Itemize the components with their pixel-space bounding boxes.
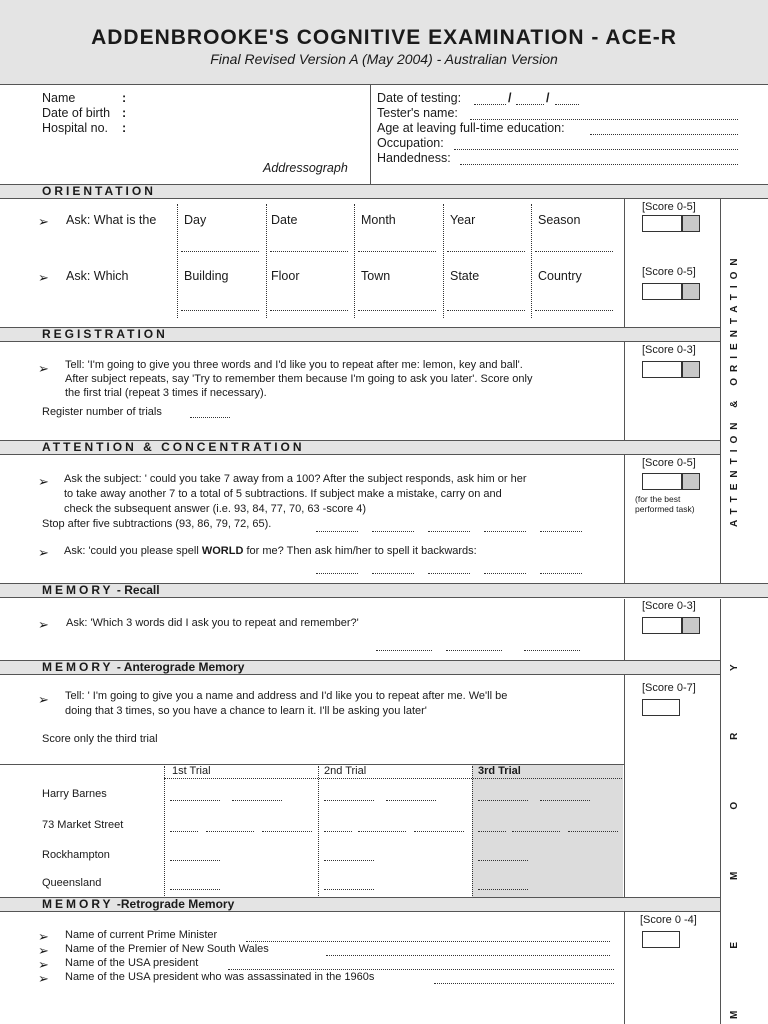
header-divider xyxy=(370,84,371,184)
registration-trials-label: Register number of trials xyxy=(42,406,162,418)
answer-field[interactable] xyxy=(484,531,526,532)
retrograde-item-3: Name of the USA president xyxy=(65,957,199,969)
occupation-label: Occupation: xyxy=(377,136,444,150)
answer-field[interactable] xyxy=(386,800,436,801)
spell-word: WORLD xyxy=(201,545,244,557)
orientation-building: Building xyxy=(184,269,229,283)
attention-note-1: (for the best xyxy=(635,494,681,504)
answer-field[interactable] xyxy=(535,251,613,252)
answer-field[interactable] xyxy=(358,310,436,311)
handedness-field[interactable] xyxy=(460,164,738,165)
answer-field[interactable] xyxy=(316,573,358,574)
tester-label: Tester's name: xyxy=(377,106,458,120)
anterograde-score-label: [Score 0-7] xyxy=(642,682,696,694)
answer-field[interactable] xyxy=(478,860,528,861)
retrograde-heading xyxy=(42,897,234,911)
orientation-day: Day xyxy=(184,213,207,227)
date-month-field[interactable] xyxy=(516,104,544,105)
answer-field[interactable] xyxy=(484,573,526,574)
address-row-2: 73 Market Street xyxy=(42,819,124,831)
trials-field[interactable] xyxy=(190,417,230,418)
answer-field[interactable] xyxy=(372,573,414,574)
recall-heading-main: MEMORY xyxy=(42,583,114,597)
arrow-icon: ➢ xyxy=(38,617,49,632)
arrow-icon: ➢ xyxy=(38,929,49,944)
orientation-month: Month xyxy=(361,213,396,227)
retrograde-score-label: [Score 0 -4] xyxy=(640,914,697,926)
attention-line-3: check the subsequent answer (i.e. 93, 84, 77, 70, 63 -score 4) xyxy=(64,503,367,515)
anterograde-heading-main: MEMORY xyxy=(42,660,114,674)
form-title: ADDENBROOKE'S COGNITIVE EXAMINATION - ACE-R xyxy=(91,26,677,49)
dob-colon: : xyxy=(122,106,127,120)
answer-field[interactable] xyxy=(372,531,414,532)
name-label: Name xyxy=(42,91,76,105)
answer-field[interactable] xyxy=(232,800,282,801)
attention-note-2: performed task) xyxy=(635,504,695,514)
trial-divider xyxy=(318,766,319,896)
trial-3-label: 3rd Trial xyxy=(478,765,521,777)
spell-post: for me? Then ask him/her to spell it backwards: xyxy=(243,545,477,557)
answer-field[interactable] xyxy=(270,310,348,311)
orientation-q1: Ask: What is the xyxy=(66,213,157,227)
trial-divider xyxy=(164,766,165,896)
trial-1-header xyxy=(172,765,211,777)
orientation-divider xyxy=(177,204,178,318)
trial-divider xyxy=(472,766,473,896)
answer-field[interactable] xyxy=(181,251,259,252)
orientation-floor: Floor xyxy=(271,269,300,283)
arrow-icon: ➢ xyxy=(38,957,49,972)
addressograph-label: Addressograph xyxy=(263,161,348,175)
recall-heading-sub: - Recall xyxy=(113,583,160,597)
answer-field[interactable] xyxy=(324,800,374,801)
registration-line-2: After subject repeats, say 'Try to remember them because I'm going to ask you later'. Score only xyxy=(65,373,533,385)
answer-field[interactable] xyxy=(428,531,470,532)
sidebar-border xyxy=(720,199,721,583)
date-sep-2: / xyxy=(546,91,550,105)
orientation-date: Date xyxy=(271,213,298,227)
score-box[interactable] xyxy=(642,473,682,490)
answer-field[interactable] xyxy=(447,310,525,311)
date-sep-1: / xyxy=(508,91,512,105)
answer-field[interactable] xyxy=(206,831,254,832)
hospital-colon: : xyxy=(122,121,127,135)
anterograde-line-1: Tell: ' I'm going to give you a name and address and I'd like you to repeat after me. We'll be xyxy=(65,690,508,702)
address-row-1: Harry Barnes xyxy=(42,788,107,800)
date-of-testing-label: Date of testing: xyxy=(377,91,462,105)
answer-field[interactable] xyxy=(428,573,470,574)
address-row-3: Rockhampton xyxy=(42,849,110,861)
score-box[interactable] xyxy=(642,931,680,948)
name-colon: : xyxy=(122,91,127,105)
trial-2-header xyxy=(324,765,366,777)
answer-field[interactable] xyxy=(228,969,614,970)
attention-line-1: Ask the subject: ' could you take 7 away from a 100? After the subject responds, ask him or her xyxy=(64,473,527,485)
recall-heading xyxy=(42,583,160,597)
sidebar-memory: MEMORY xyxy=(729,602,740,1019)
registration-line-1: Tell: 'I'm going to give you three words and I'd like you to repeat after me: lemon, key and ball'. xyxy=(65,359,523,371)
answer-field[interactable] xyxy=(324,889,374,890)
score-box[interactable] xyxy=(642,283,682,300)
answer-field[interactable] xyxy=(326,955,610,956)
answer-field[interactable] xyxy=(324,860,374,861)
answer-field[interactable] xyxy=(540,800,590,801)
orientation-divider xyxy=(531,204,532,318)
anterograde-third-trial: Score only the third trial xyxy=(42,733,158,745)
answer-field[interactable] xyxy=(535,310,613,311)
recall-question: Ask: 'Which 3 words did I ask you to repeat and remember?' xyxy=(66,617,359,629)
orientation-state: State xyxy=(450,269,480,283)
retrograde-item-1: Name of current Prime Minister xyxy=(65,929,218,941)
registration-heading: REGISTRATION xyxy=(42,327,168,341)
answer-field[interactable] xyxy=(434,983,614,984)
address-row-4: Queensland xyxy=(42,877,102,889)
orientation-score-label-2: [Score 0-5] xyxy=(642,266,696,278)
orientation-heading: ORIENTATION xyxy=(42,184,156,198)
attention-line-2: to take away another 7 to a total of 5 subtractions. If subject make a mistake, carry on and xyxy=(64,488,502,500)
answer-field[interactable] xyxy=(540,573,582,574)
hospital-label: Hospital no. xyxy=(42,121,109,135)
answer-field[interactable] xyxy=(568,831,618,832)
tester-field[interactable] xyxy=(470,119,738,120)
answer-field[interactable] xyxy=(170,831,198,832)
anterograde-line-2: doing that 3 times, so you have a chance to learn it. I'll be asking you later' xyxy=(65,705,427,717)
retrograde-item-4: Name of the USA president who was assassinated in the 1960s xyxy=(65,971,375,983)
answer-field[interactable] xyxy=(170,800,220,801)
registration-line-3: the first trial (repeat 3 times if necessary). xyxy=(65,387,267,399)
arrow-icon: ➢ xyxy=(38,971,49,986)
trial-header-line xyxy=(164,778,622,779)
answer-field[interactable] xyxy=(478,831,506,832)
arrow-icon: ➢ xyxy=(38,474,49,489)
occupation-field[interactable] xyxy=(454,149,738,150)
orientation-country: Country xyxy=(538,269,582,283)
registration-score-label: [Score 0-3] xyxy=(642,344,696,356)
orientation-divider xyxy=(266,204,267,318)
answer-field[interactable] xyxy=(246,941,610,942)
score-max-box xyxy=(682,473,700,490)
retrograde-item-2: Name of the Premier of New South Wales xyxy=(65,943,269,955)
arrow-icon: ➢ xyxy=(38,270,49,285)
score-box[interactable] xyxy=(642,699,680,716)
handedness-label: Handedness: xyxy=(377,151,451,165)
answer-field[interactable] xyxy=(478,800,528,801)
anterograde-heading-sub: - Anterograde Memory xyxy=(113,660,245,674)
attention-heading: ATTENTION & CONCENTRATION xyxy=(42,440,305,454)
date-day-field[interactable] xyxy=(474,104,506,105)
answer-field[interactable] xyxy=(181,310,259,311)
answer-field[interactable] xyxy=(324,831,352,832)
answer-field[interactable] xyxy=(270,251,348,252)
orientation-q2: Ask: Which xyxy=(66,269,129,283)
answer-field[interactable] xyxy=(524,650,580,651)
spell-pre: Ask: 'could you please spell xyxy=(64,545,202,557)
sidebar-attention-orientation: ATTENTION & ORIENTATION xyxy=(729,252,740,528)
trial-2-label: 2nd Trial xyxy=(324,765,367,777)
score-box[interactable] xyxy=(642,215,682,232)
answer-field[interactable] xyxy=(447,251,525,252)
trial-3-header xyxy=(478,765,521,777)
attention-spell-line xyxy=(64,545,477,557)
dob-label: Date of birth xyxy=(42,106,111,120)
score-box[interactable] xyxy=(642,361,682,378)
sidebar-border-2 xyxy=(720,599,721,1024)
retrograde-heading-main: MEMORY xyxy=(42,897,114,911)
arrow-icon: ➢ xyxy=(38,361,49,376)
arrow-icon: ➢ xyxy=(38,214,49,229)
answer-field[interactable] xyxy=(540,531,582,532)
answer-field[interactable] xyxy=(414,831,464,832)
answer-field[interactable] xyxy=(358,831,406,832)
orientation-score-label-1: [Score 0-5] xyxy=(642,201,696,213)
arrow-icon: ➢ xyxy=(38,943,49,958)
orientation-divider xyxy=(443,204,444,318)
score-box[interactable] xyxy=(642,617,682,634)
orientation-year: Year xyxy=(450,213,476,227)
score-max-box xyxy=(682,617,700,634)
retrograde-heading-sub: -Retrograde Memory xyxy=(113,897,235,911)
orientation-town: Town xyxy=(361,269,391,283)
answer-field[interactable] xyxy=(358,251,436,252)
score-max-box xyxy=(682,283,700,300)
education-label: Age at leaving full-time education: xyxy=(377,121,565,135)
answer-field[interactable] xyxy=(478,889,528,890)
orientation-season: Season xyxy=(538,213,581,227)
score-max-box xyxy=(682,215,700,232)
answer-field[interactable] xyxy=(170,860,220,861)
arrow-icon: ➢ xyxy=(38,545,49,560)
recall-score-label: [Score 0-3] xyxy=(642,600,696,612)
education-field[interactable] xyxy=(590,134,738,135)
attention-line-4: Stop after five subtractions (93, 86, 79, 72, 65). xyxy=(42,518,272,530)
anterograde-heading xyxy=(42,660,244,674)
trial-1-label: 1st Trial xyxy=(172,765,211,777)
attention-score-label: [Score 0-5] xyxy=(642,457,696,469)
answer-field[interactable] xyxy=(316,531,358,532)
arrow-icon: ➢ xyxy=(38,692,49,707)
date-year-field[interactable] xyxy=(555,104,579,105)
answer-field[interactable] xyxy=(262,831,312,832)
answer-field[interactable] xyxy=(170,889,220,890)
answer-field[interactable] xyxy=(446,650,502,651)
answer-field[interactable] xyxy=(512,831,560,832)
orientation-divider xyxy=(354,204,355,318)
answer-field[interactable] xyxy=(376,650,432,651)
score-column-border xyxy=(624,199,625,583)
score-max-box xyxy=(682,361,700,378)
form-subtitle: Final Revised Version A (May 2004) - Australian Version xyxy=(210,51,558,67)
